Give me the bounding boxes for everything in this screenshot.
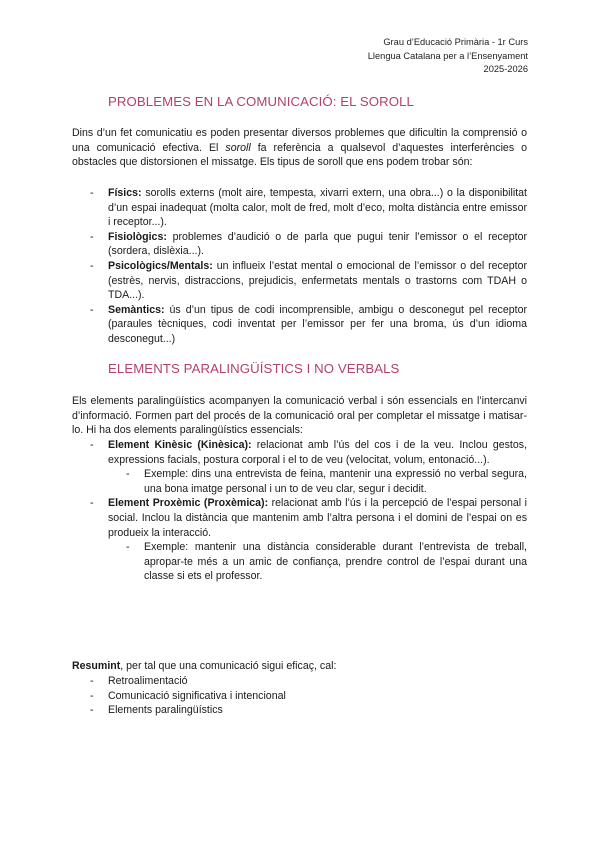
bullet-dash: - (90, 497, 94, 510)
bullet-dash: - (90, 230, 94, 243)
bullet-dash: - (90, 259, 94, 272)
example-text: Exemple: dins una entrevista de feina, mantenir una expressió no verbal segura, una bona imatge personal i un to de veu clar, segur i decidit. (144, 468, 527, 495)
list-item (72, 703, 527, 718)
list-item (72, 186, 527, 230)
list-item (72, 689, 527, 704)
bullet-dash: - (90, 704, 94, 717)
item-text: sorolls externs (molt aire, tempesta, xivarri extern, una obra...) o la disponibilitat d’un espai inadequat (molta calor, molt de fred, molt d’eco, molta distància entre emissor i receptor...). (108, 187, 527, 229)
item-term: Element Kinèsic (Kinèsica): (108, 439, 252, 451)
bullet-dash: - (90, 439, 94, 451)
list-item (72, 438, 527, 496)
example-list (108, 467, 527, 496)
list-item (72, 230, 527, 259)
section-paralinguistics-intro: Els elements paralingüístics acompanyen la comunicació verbal i són essencials en l’intercanvi d’informació. Formen part del procés de la comunicació oral per completar el missatge i matisar-lo. Hi ha dos elements paralingüístics essencials: (72, 395, 527, 437)
summary-text: , per tal que una comunicació sigui eficaç, cal: (120, 660, 337, 672)
bullet-dash: - (90, 303, 94, 316)
intro-emphasis: soroll (225, 141, 251, 154)
section-title-paralinguistics: ELEMENTS PARALINGÜÍSTICS I NO VERBALS (108, 361, 400, 376)
item-term: Psicològics/Mentals: (108, 259, 213, 272)
list-item (72, 674, 527, 689)
intro-text-a: Dins d’un fet comunicatiu es poden presentar diversos problemes que dificultin la comprensió o una comunicació efectiva. El (72, 127, 527, 154)
item-text: problemes d’audició o de parla que pugui tenir l’emissor o el receptor (sordera, dislèxia...). (108, 230, 527, 258)
item-term: Element Proxèmic (Proxèmica): (108, 497, 269, 510)
document-header (368, 36, 528, 77)
header-subject: Llengua Catalana per a l’Ensenyament (367, 50, 528, 61)
summary-paragraph (72, 659, 527, 674)
example-text: Exemple: mantenir una distància considerable durant l’entrevista de treball, apropar-te més a un amic de confiança, prendre control de l’espai durant una classe si ets el professor. (144, 541, 527, 583)
list-item (72, 496, 527, 584)
bullet-dash: - (90, 675, 94, 687)
summary-item: Comunicació significativa i intencional (108, 689, 286, 702)
bullet-dash: - (90, 689, 94, 702)
example-item (108, 540, 527, 584)
example-item (108, 467, 527, 496)
bullet-dash: - (90, 187, 94, 199)
bullet-dash: - (126, 468, 130, 481)
summary-item: Elements paralingüístics (108, 704, 223, 717)
list-item (72, 259, 527, 303)
item-text: un influeix l’estat mental o emocional de l’emissor o del receptor (estrès, nervis, distraccions, prejudicis, enfermetats mentals o trastorns com TDAH o TDA...). (108, 259, 527, 302)
item-term: Fisiològics: (108, 230, 167, 243)
summary-item: Retroalimentació (108, 675, 188, 687)
item-text: relacionat amb l’ús del cos i de la veu. Inclou gestos, expressions facials, postura corporal i el to de veu (velocitat, volum, entonació...). (108, 439, 527, 466)
noise-types-list (72, 186, 527, 347)
item-term: Físics: (108, 187, 142, 199)
item-term: Semàntics: (108, 303, 165, 316)
paralinguistic-elements-list (72, 438, 527, 584)
list-item (72, 303, 527, 347)
section-title-soroll: PROBLEMES EN LA COMUNICACIÓ: EL SOROLL (108, 94, 414, 109)
example-list (108, 540, 527, 584)
summary-label: Resumint (72, 660, 121, 672)
item-text: relacionat amb l’ús i la percepció de l’espai personal i social. Inclou la distància que mantenim amb l’altra persona i el domini de l’espai on es produeix la interacció. (108, 497, 527, 539)
item-text: ús d’un tipus de codi incomprensible, ambigu o desconegut pel receptor (paraules tècniques, codi inventat per l’emissor per fer una broma, ús d’un idioma desconegut...) (108, 303, 527, 345)
section-soroll-intro (72, 126, 527, 170)
header-year: 2025-2026 (483, 64, 528, 74)
header-course: Grau d’Educació Primària - 1r Curs (383, 37, 528, 47)
intro-text-b: fa referència a qualsevol d’aquestes interferències o obstacles que distorsionen el missatge. Els tipus de soroll que ens podem trobar són: (72, 141, 527, 169)
summary-list (72, 674, 527, 718)
bullet-dash: - (126, 541, 130, 554)
